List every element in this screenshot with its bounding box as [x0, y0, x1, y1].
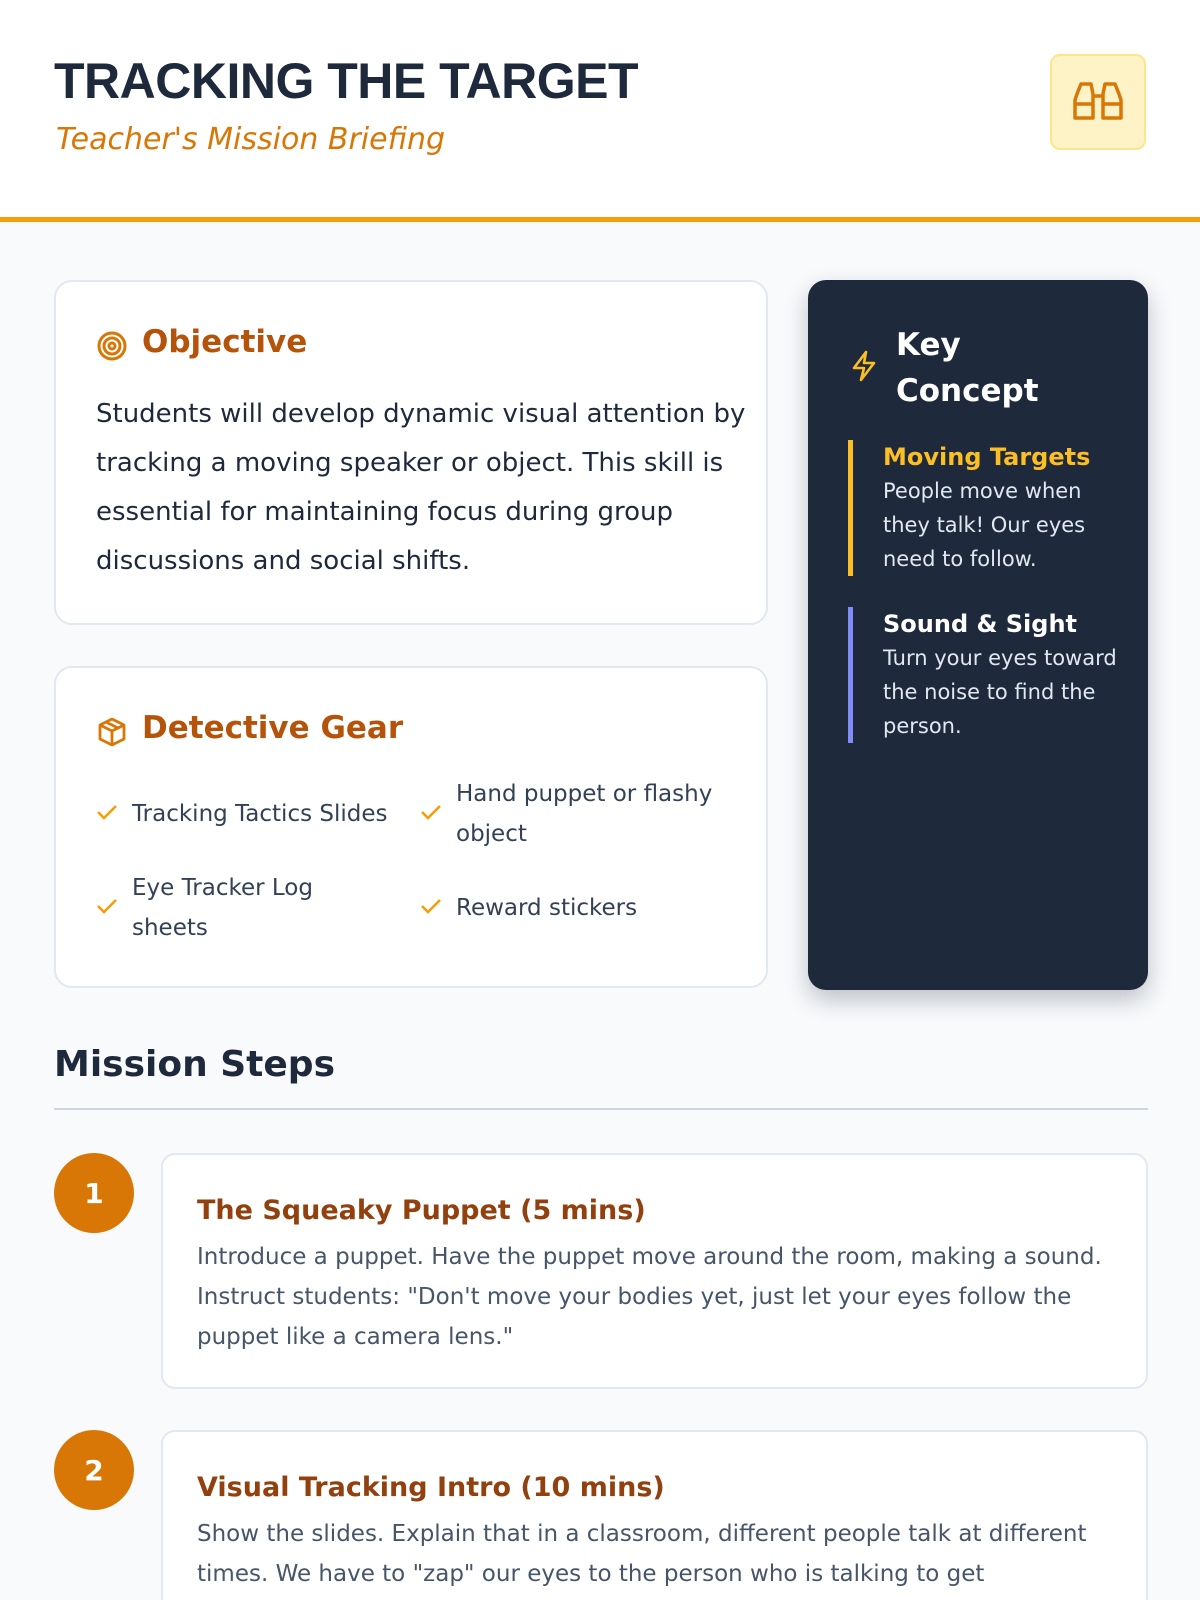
key-concept-card	[808, 280, 1148, 990]
concept-moving-targets	[848, 440, 1118, 576]
objective-title: Objective	[142, 324, 308, 360]
concept-title: Sound & Sight	[883, 610, 1078, 638]
gear-item	[96, 868, 406, 948]
step-card	[161, 1153, 1148, 1389]
page-title: TRACKING THE TARGET	[54, 53, 638, 109]
binoculars-icon	[1050, 54, 1146, 150]
gear-item-label: Reward stickers	[456, 895, 638, 921]
gear-item-label: Hand puppet or flashy object	[456, 781, 713, 847]
step-text: Show the slides. Explain that in a classroom, different people talk at different times. We have to "zap" our eyes to the person who is talking to get	[197, 1521, 1087, 1587]
gear-item-label: Eye Tracker Log sheets	[132, 875, 313, 941]
gear-item	[420, 774, 730, 854]
gear-item	[420, 888, 730, 928]
lightning-icon	[850, 350, 878, 386]
page-subtitle: Teacher's Mission Briefing	[56, 122, 446, 157]
check-icon	[96, 804, 122, 824]
check-icon	[96, 898, 122, 918]
concept-text: Turn your eyes toward the noise to find the person.	[883, 646, 1117, 738]
step-card	[161, 1430, 1148, 1600]
step-number-badge: 2	[54, 1430, 134, 1510]
section-divider	[54, 1108, 1148, 1110]
gear-title: Detective Gear	[142, 710, 404, 746]
step-title: Visual Tracking Intro (10 mins)	[197, 1472, 665, 1503]
concept-text: People move when they talk! Our eyes need to follow.	[883, 479, 1086, 571]
key-concept-title: Key Concept	[896, 327, 1039, 409]
step-title: The Squeaky Puppet (5 mins)	[197, 1195, 646, 1226]
step-text: Introduce a puppet. Have the puppet move around the room, making a sound. Instruct students: "Don't move your bodies yet, just let your eyes follow the puppet like a camera lens."	[197, 1244, 1102, 1350]
gear-item-label: Tracking Tactics Slides	[132, 801, 388, 827]
concept-sound-sight	[848, 607, 1118, 743]
target-icon	[96, 330, 128, 366]
mission-steps-title: Mission Steps	[54, 1044, 336, 1085]
objective-text: Students will develop dynamic visual attention by tracking a moving speaker or object. This skill is essential for maintaining focus during group discussions and social shifts.	[96, 399, 746, 576]
gear-item	[96, 794, 406, 834]
concept-title: Moving Targets	[883, 443, 1091, 471]
objective-card	[54, 280, 768, 625]
page-header	[0, 0, 1200, 222]
gear-card	[54, 666, 768, 988]
step-number-badge: 1	[54, 1153, 134, 1233]
check-icon	[420, 898, 446, 918]
check-icon	[420, 804, 446, 824]
box-icon	[96, 716, 128, 752]
